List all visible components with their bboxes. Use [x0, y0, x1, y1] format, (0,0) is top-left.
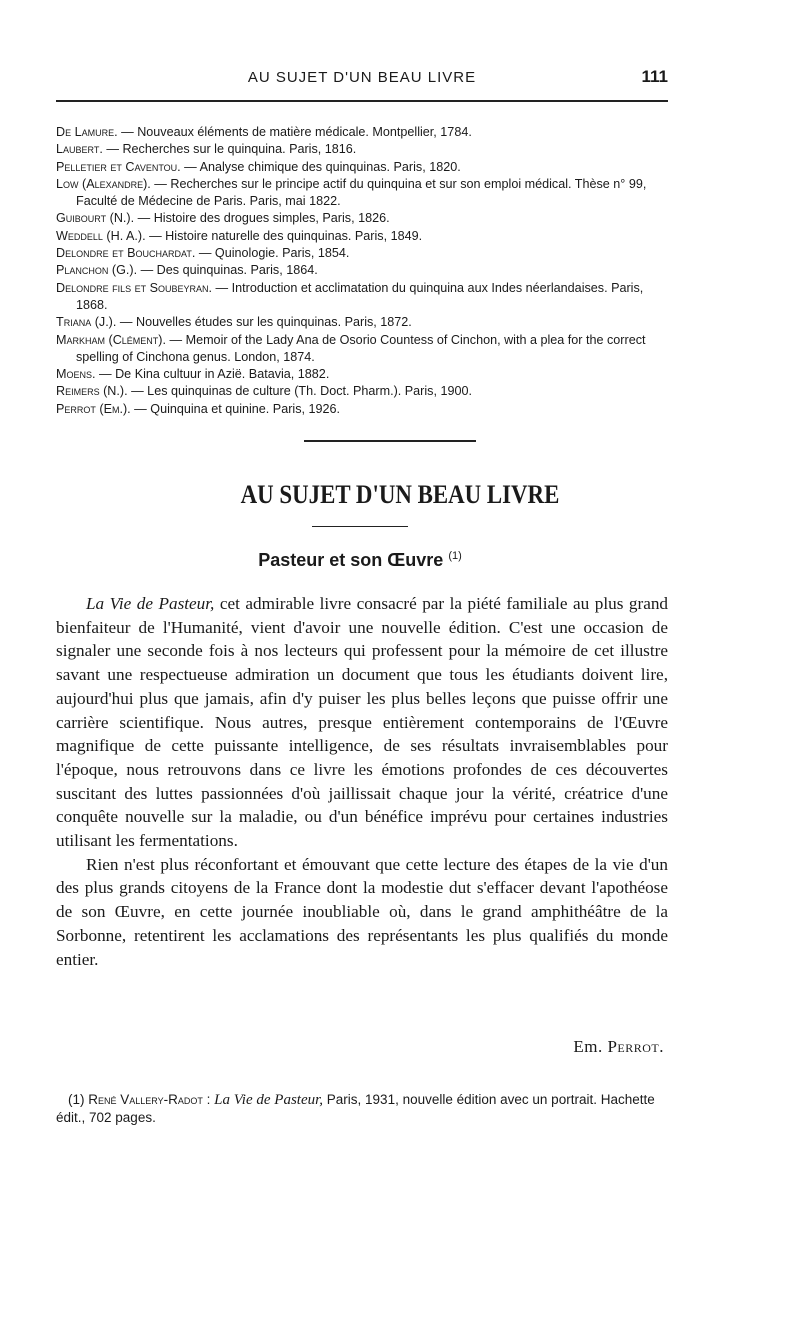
footnote-work: La Vie de Pasteur, — [214, 1092, 324, 1108]
footnote — [56, 1091, 668, 1127]
section-divider — [304, 440, 476, 442]
entry-reference: — Recherches sur le principe actif du quinquina et sur son emploi médical. Thèse n° 99, Faculté de Médecine de Paris. Paris, mai 1822. — [76, 176, 647, 209]
author-signature — [573, 1037, 664, 1057]
entry-author: Moens. — [56, 367, 96, 382]
footnote-text: Paris, 1931, nouvelle édition avec un portrait. Hachette édit., 702 pages. — [56, 1092, 655, 1125]
bibliography-entry — [56, 245, 668, 262]
bibliography-entry — [56, 176, 668, 211]
signature-prefix: Em. — [573, 1037, 603, 1056]
entry-author: Markham (Clément). — [56, 332, 166, 347]
bibliography-entry — [56, 124, 668, 141]
entry-reference: — Nouveaux éléments de matière médicale. Montpellier, 1784. — [117, 125, 472, 139]
entry-author: Pelletier et Caventou. — [56, 159, 181, 174]
footnote-author: René Vallery-Radot — [88, 1092, 203, 1107]
bibliography-entry — [56, 262, 668, 279]
bibliography-entry — [56, 366, 668, 383]
entry-author: Weddell (H. A.). — [56, 228, 146, 243]
paragraph-1 — [56, 592, 668, 853]
entry-reference: — De Kina cultuur in Azië. Batavia, 1882. — [95, 367, 330, 382]
entry-author: Triana (J.). — [56, 315, 117, 330]
bibliography-list — [56, 124, 668, 418]
bibliography-entry — [56, 210, 668, 227]
running-title: AU SUJET D'UN BEAU LIVRE — [247, 69, 477, 86]
bibliography-entry — [56, 314, 668, 331]
subtitle-text: Pasteur et son Œuvre — [258, 550, 444, 570]
article-subtitle — [0, 550, 720, 571]
subtitle-footnote-ref: (1) — [448, 550, 462, 562]
bibliography-entry — [56, 228, 668, 245]
bibliography-entry — [56, 159, 668, 176]
bibliography-entry — [56, 383, 668, 400]
entry-author: Planchon (G.). — [56, 263, 138, 278]
entry-reference: — Quinquina et quinine. Paris, 1926. — [130, 401, 341, 416]
bibliography-entry — [56, 141, 668, 158]
entry-author: Perrot (Em.). — [56, 401, 131, 416]
entry-author: Laubert. — [56, 142, 103, 157]
entry-author: Low (Alexandre). — [56, 176, 151, 191]
entry-reference: — Les quinquinas de culture (Th. Doct. Pharm.). Paris, 1900. — [127, 384, 472, 399]
bibliography-entry — [56, 332, 668, 367]
entry-reference: — Nouvelles études sur les quinquinas. Paris, 1872. — [116, 315, 412, 330]
entry-reference: — Analyse chimique des quinquinas. Paris, 1820. — [180, 159, 461, 174]
entry-author: Reimers (N.). — [56, 384, 128, 399]
paragraph-1-text: cet admirable livre consacré par la piété familiale au plus grand bienfaiteur de l'Humanité, vient d'avoir une nouvelle édition. C'est une occasion de signaler une seconde fois à nos lecteurs qui professent pour la mémoire de cet illustre savant une respectueuse admiration un document que tous les étudiants doivent lire, aujourd'hui plus que jamais, afin d'y puiser les plus belles leçons que puisse offrir une carrière scientifique. Nous autres, presque entièrement contemporains de l'Œuvre magnifique de cette puissante intelligence, de ses résultats invraisemblables pour l'époque, nous retrouvons dans ce livre les émotions profondes de ces découvertes suscitant des luttes passionnées d'où jaillissait chaque jour la vérité, créatrice d'une conquête nouvelle sur la maladie, ou d'un bénéfice imprévu pour certaines industries utilisant les fermentations. — [56, 594, 669, 851]
article-title: AU SUJET D'UN BEAU LIVRE — [240, 480, 560, 509]
page-number: 111 — [641, 67, 668, 86]
entry-reference: — Introduction et acclimatation du quinquina aux Indes néerlandaises. Paris, 1868. — [76, 280, 644, 312]
running-head — [56, 69, 668, 91]
signature-name: Perrot. — [607, 1037, 664, 1056]
entry-reference: — Recherches sur le quinquina. Paris, 1816. — [102, 142, 357, 157]
entry-reference: — Des quinquinas. Paris, 1864. — [137, 263, 318, 278]
entry-reference: — Histoire naturelle des quinquinas. Paris, 1849. — [145, 228, 423, 243]
entry-author: Guibourt (N.). — [56, 211, 135, 226]
bibliography-entry — [56, 280, 668, 315]
entry-reference: — Memoir of the Lady Ana de Osorio Countess of Cinchon, with a plea for the correct spelling of Cinchona genus. London, 1874. — [76, 332, 646, 364]
paragraph-2: Rien n'est plus réconfortant et émouvant que cette lecture des étapes de la vie d'un des plus grands citoyens de la France dont la modestie dut s'effacer devant l'apothéose de son Œuvre, en cette journée inoubliable où, dans le grand amphithéâtre de la Sorbonne, retentirent les acclamations des représentants les plus qualifiés du monde entier. — [56, 854, 668, 969]
entry-reference: — Histoire des drogues simples, Paris, 1826. — [134, 211, 390, 226]
bibliography-entry — [56, 401, 668, 418]
entry-reference: — Quinologie. Paris, 1854. — [195, 246, 350, 261]
title-rule — [312, 526, 408, 527]
book-title-ref: La Vie de Pasteur, — [86, 594, 215, 613]
footnote-separator: : — [202, 1092, 215, 1107]
article-body — [56, 592, 668, 971]
entry-author: Delondre fils et Soubeyran. — [56, 280, 213, 295]
entry-author: De Lamure. — [56, 125, 118, 139]
footnote-marker: (1) — [68, 1092, 85, 1107]
header-rule — [56, 100, 668, 102]
entry-author: Delondre et Bouchardat. — [56, 246, 196, 261]
